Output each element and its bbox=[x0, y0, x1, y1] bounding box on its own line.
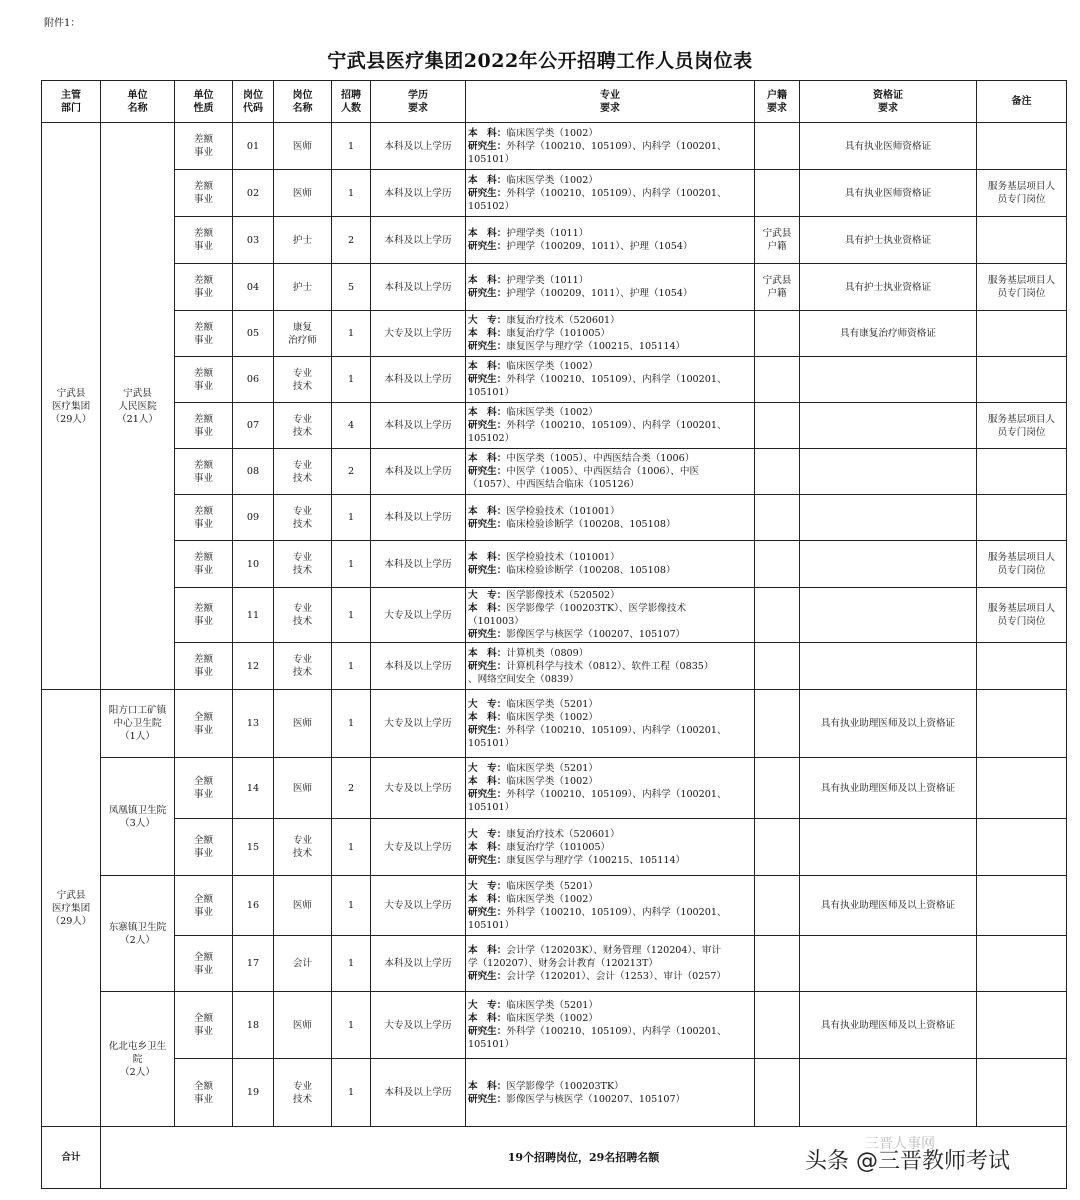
hukou-cell bbox=[755, 449, 800, 495]
major-line: 本 科：会计学（120203K）、财务管理（120204）、审计 学（120207）、财务会计教育（120213T） bbox=[468, 945, 722, 969]
table-row bbox=[42, 311, 1067, 357]
header-cell: 单位 名称 bbox=[101, 81, 175, 123]
nature-cell: 全额 事业 bbox=[175, 876, 233, 936]
table-row bbox=[42, 495, 1067, 541]
education-cell: 大专及以上学历 bbox=[371, 588, 466, 643]
hire-count-cell: 1 bbox=[332, 311, 371, 357]
table-row bbox=[42, 758, 1067, 819]
major-line: 研究生：外科学（100210、105109）、内科学（100201、 105102） bbox=[468, 187, 727, 212]
education-cell: 本科及以上学历 bbox=[371, 643, 466, 690]
note-cell bbox=[977, 819, 1067, 876]
note-cell bbox=[977, 311, 1067, 357]
dept-cell: 宁武县 医疗集团 （29人） bbox=[42, 690, 101, 1127]
major-line: 研究生：外科学（100210、105109）、内科学（100201、 105101） bbox=[468, 140, 727, 165]
post-name-cell: 专业 技术 bbox=[274, 1059, 332, 1127]
post-code-cell: 14 bbox=[233, 758, 274, 819]
dept-cell: 宁武县 医疗集团 （29人） bbox=[42, 123, 101, 690]
hire-count-cell: 1 bbox=[332, 690, 371, 758]
recruitment-table bbox=[41, 80, 1067, 1189]
post-name-cell: 康复 治疗师 bbox=[274, 311, 332, 357]
certificate-cell: 具有护士执业资格证 bbox=[800, 264, 977, 311]
hire-count-cell: 1 bbox=[332, 643, 371, 690]
post-name-cell: 护士 bbox=[274, 264, 332, 311]
education-cell: 本科及以上学历 bbox=[371, 541, 466, 588]
nature-cell: 全额 事业 bbox=[175, 936, 233, 992]
note-cell bbox=[977, 876, 1067, 936]
table-row bbox=[42, 643, 1067, 690]
certificate-cell bbox=[800, 541, 977, 588]
nature-cell: 差额 事业 bbox=[175, 357, 233, 403]
post-name-cell: 护士 bbox=[274, 217, 332, 264]
note-cell bbox=[977, 643, 1067, 690]
note-cell bbox=[977, 123, 1067, 170]
note-cell bbox=[977, 936, 1067, 992]
major-line: 研究生：会计学（120201）、会计（1253）、审计（0257） bbox=[468, 971, 727, 982]
post-name-cell: 医师 bbox=[274, 758, 332, 819]
table-row bbox=[42, 449, 1067, 495]
major-line: 本 科：计算机类（0809） bbox=[468, 647, 589, 659]
major-line: 本 科：临床医学类（1002） bbox=[468, 174, 598, 186]
hukou-cell: 宁武县 户籍 bbox=[755, 217, 800, 264]
note-cell: 服务基层项目人 员专门岗位 bbox=[977, 170, 1067, 217]
certificate-cell bbox=[800, 495, 977, 541]
education-cell: 大专及以上学历 bbox=[371, 311, 466, 357]
unit-cell: 凤凰镇卫生院 （3人） bbox=[101, 758, 175, 876]
header-cell: 学历 要求 bbox=[371, 81, 466, 123]
post-name-cell: 医师 bbox=[274, 690, 332, 758]
post-code-cell: 12 bbox=[233, 643, 274, 690]
certificate-cell: 具有护士执业资格证 bbox=[800, 217, 977, 264]
major-line: 研究生：外科学（100210、105109）、内科学（100201、 105101） bbox=[468, 1026, 727, 1050]
major-line: 研究生：外科学（100210、105109）、内科学（100201、 105101） bbox=[468, 906, 727, 931]
major-line: 本 科：临床医学类（1002） bbox=[468, 711, 598, 723]
major-line: 本 科：护理学类（1011） bbox=[468, 275, 589, 286]
major-cell bbox=[466, 992, 755, 1059]
hire-count-cell: 1 bbox=[332, 992, 371, 1059]
total-label: 合计 bbox=[42, 1127, 101, 1189]
major-line: 本 科：临床医学类（1002） bbox=[468, 407, 598, 418]
major-cell bbox=[466, 170, 755, 217]
major-line: 本 科：康复治疗学（101005） bbox=[468, 841, 611, 853]
major-line: 研究生：计算机科学与技术（0812）、软件工程（0835） 、网络空间安全（0839） bbox=[468, 660, 714, 685]
major-line: 本 科：临床医学类（1002） bbox=[468, 893, 598, 905]
hukou-cell bbox=[755, 357, 800, 403]
note-cell: 服务基层项目人 员专门岗位 bbox=[977, 403, 1067, 449]
education-cell: 大专及以上学历 bbox=[371, 690, 466, 758]
major-line: 本 科：医学检验技术（101001） bbox=[468, 552, 620, 563]
major-line: 本 科：护理学类（1011） bbox=[468, 228, 589, 239]
major-line: 研究生：外科学（100210、105109）、内科学（100201、 105101） bbox=[468, 789, 727, 813]
nature-cell: 差额 事业 bbox=[175, 449, 233, 495]
total-summary: 19个招聘岗位，29名招聘名额 bbox=[101, 1127, 1067, 1189]
major-cell bbox=[466, 541, 755, 588]
hire-count-cell: 2 bbox=[332, 449, 371, 495]
note-cell bbox=[977, 758, 1067, 819]
major-line: 研究生：临床检验诊断学（100208、105108） bbox=[468, 518, 676, 530]
major-line: 大 专：康复治疗技术（520601） bbox=[468, 828, 620, 840]
major-line: 大 专：医学影像技术（520502） bbox=[468, 590, 620, 601]
post-code-cell: 10 bbox=[233, 541, 274, 588]
major-cell bbox=[466, 217, 755, 264]
nature-cell: 差额 事业 bbox=[175, 403, 233, 449]
attachment-label: 附件1： bbox=[44, 18, 81, 29]
header-cell: 资格证 要求 bbox=[800, 81, 977, 123]
hire-count-cell: 1 bbox=[332, 1059, 371, 1127]
certificate-cell: 具有执业助理医师及以上资格证 bbox=[800, 690, 977, 758]
hukou-cell bbox=[755, 1059, 800, 1127]
table-row bbox=[42, 357, 1067, 403]
certificate-cell bbox=[800, 449, 977, 495]
nature-cell: 差额 事业 bbox=[175, 123, 233, 170]
post-code-cell: 18 bbox=[233, 992, 274, 1059]
major-line: 研究生：中医学（1005）、中西医结合（1006）、中医 （1057）、中西医结合临床（105126） bbox=[468, 466, 700, 490]
certificate-cell: 具有康复治疗师资格证 bbox=[800, 311, 977, 357]
major-line: 本 科：医学影像学（100203TK） bbox=[468, 1080, 624, 1092]
major-line: 研究生：影像医学与核医学（100207、105107） bbox=[468, 629, 686, 640]
table-row bbox=[42, 819, 1067, 876]
major-line: 研究生：护理学（100209、1011）、护理（1054） bbox=[468, 288, 693, 299]
major-line: 研究生：影像医学与核医学（100207、105107） bbox=[468, 1093, 686, 1105]
education-cell: 本科及以上学历 bbox=[371, 936, 466, 992]
post-code-cell: 05 bbox=[233, 311, 274, 357]
header-cell: 岗位 名称 bbox=[274, 81, 332, 123]
major-cell bbox=[466, 495, 755, 541]
post-code-cell: 19 bbox=[233, 1059, 274, 1127]
header-cell: 备注 bbox=[977, 81, 1067, 123]
certificate-cell: 具有执业助理医师及以上资格证 bbox=[800, 992, 977, 1059]
header-cell: 专业 要求 bbox=[466, 81, 755, 123]
education-cell: 本科及以上学历 bbox=[371, 170, 466, 217]
major-line: 大 专：临床医学类（5201） bbox=[468, 1000, 598, 1011]
major-line: 大 专：康复治疗技术（520601） bbox=[468, 315, 620, 326]
major-line: 本 科：临床医学类（1002） bbox=[468, 1013, 598, 1024]
hukou-cell bbox=[755, 819, 800, 876]
certificate-cell bbox=[800, 819, 977, 876]
major-line: 本 科：临床医学类（1002） bbox=[468, 361, 598, 372]
major-line: 大 专：临床医学类（5201） bbox=[468, 698, 598, 710]
table-row bbox=[42, 690, 1067, 758]
education-cell: 本科及以上学历 bbox=[371, 1059, 466, 1127]
certificate-cell bbox=[800, 588, 977, 643]
education-cell: 本科及以上学历 bbox=[371, 403, 466, 449]
hire-count-cell: 1 bbox=[332, 123, 371, 170]
education-cell: 本科及以上学历 bbox=[371, 357, 466, 403]
nature-cell: 差额 事业 bbox=[175, 170, 233, 217]
certificate-cell bbox=[800, 1059, 977, 1127]
post-code-cell: 03 bbox=[233, 217, 274, 264]
note-cell: 服务基层项目人 员专门岗位 bbox=[977, 541, 1067, 588]
certificate-cell bbox=[800, 403, 977, 449]
major-line: 本 科：中医学类（1005）、中西医结合类（1006） bbox=[468, 453, 695, 464]
table-row bbox=[42, 217, 1067, 264]
hukou-cell bbox=[755, 936, 800, 992]
major-cell bbox=[466, 758, 755, 819]
major-cell bbox=[466, 264, 755, 311]
hire-count-cell: 1 bbox=[332, 876, 371, 936]
hire-count-cell: 1 bbox=[332, 495, 371, 541]
major-cell bbox=[466, 1059, 755, 1127]
education-cell: 大专及以上学历 bbox=[371, 758, 466, 819]
hukou-cell bbox=[755, 588, 800, 643]
major-line: 研究生：外科学（100210、105109）、内科学（100201、 105101） bbox=[468, 374, 727, 398]
post-name-cell: 专业 技术 bbox=[274, 643, 332, 690]
major-line: 本 科：临床医学类（1002） bbox=[468, 776, 598, 787]
hukou-cell bbox=[755, 992, 800, 1059]
table-row bbox=[42, 264, 1067, 311]
education-cell: 大专及以上学历 bbox=[371, 819, 466, 876]
post-name-cell: 专业 技术 bbox=[274, 357, 332, 403]
hire-count-cell: 5 bbox=[332, 264, 371, 311]
major-cell bbox=[466, 311, 755, 357]
nature-cell: 全额 事业 bbox=[175, 819, 233, 876]
hire-count-cell: 1 bbox=[332, 936, 371, 992]
education-cell: 本科及以上学历 bbox=[371, 217, 466, 264]
nature-cell: 差额 事业 bbox=[175, 217, 233, 264]
table-row bbox=[42, 588, 1067, 643]
post-code-cell: 09 bbox=[233, 495, 274, 541]
post-name-cell: 专业 技术 bbox=[274, 588, 332, 643]
major-line: 研究生：外科学（100210、105109）、内科学（100201、 105102） bbox=[468, 420, 727, 444]
hire-count-cell: 1 bbox=[332, 541, 371, 588]
major-line: 大 专：临床医学类（5201） bbox=[468, 880, 598, 892]
header-cell: 岗位 代码 bbox=[233, 81, 274, 123]
education-cell: 本科及以上学历 bbox=[371, 264, 466, 311]
major-line: 研究生：外科学（100210、105109）、内科学（100201、 105101） bbox=[468, 724, 727, 749]
table-row bbox=[42, 936, 1067, 992]
major-cell bbox=[466, 690, 755, 758]
major-cell bbox=[466, 819, 755, 876]
unit-cell: 宁武县 人民医院 （21人） bbox=[101, 123, 175, 690]
nature-cell: 差额 事业 bbox=[175, 495, 233, 541]
post-name-cell: 专业 技术 bbox=[274, 541, 332, 588]
watermark-faint: 三晋人事网 bbox=[865, 1136, 935, 1152]
post-name-cell: 专业 技术 bbox=[274, 449, 332, 495]
major-cell bbox=[466, 876, 755, 936]
hire-count-cell: 2 bbox=[332, 217, 371, 264]
hire-count-cell: 1 bbox=[332, 170, 371, 217]
major-cell bbox=[466, 449, 755, 495]
hire-count-cell: 1 bbox=[332, 357, 371, 403]
post-code-cell: 06 bbox=[233, 357, 274, 403]
hukou-cell bbox=[755, 758, 800, 819]
certificate-cell bbox=[800, 936, 977, 992]
nature-cell: 全额 事业 bbox=[175, 1059, 233, 1127]
note-cell bbox=[977, 690, 1067, 758]
nature-cell: 差额 事业 bbox=[175, 264, 233, 311]
post-name-cell: 医师 bbox=[274, 992, 332, 1059]
hukou-cell bbox=[755, 876, 800, 936]
table-row bbox=[42, 123, 1067, 170]
certificate-cell bbox=[800, 357, 977, 403]
note-cell: 服务基层项目人 员专门岗位 bbox=[977, 264, 1067, 311]
hire-count-cell: 2 bbox=[332, 758, 371, 819]
certificate-cell: 具有执业医师资格证 bbox=[800, 123, 977, 170]
hukou-cell bbox=[755, 170, 800, 217]
post-code-cell: 02 bbox=[233, 170, 274, 217]
post-code-cell: 13 bbox=[233, 690, 274, 758]
major-line: 本 科：临床医学类（1002） bbox=[468, 127, 598, 139]
nature-cell: 全额 事业 bbox=[175, 690, 233, 758]
table-row bbox=[42, 541, 1067, 588]
major-line: 本 科：康复治疗学（101005） bbox=[468, 328, 611, 339]
page-title: 宁武县医疗集团2022年公开招聘工作人员岗位表 bbox=[327, 50, 753, 72]
nature-cell: 全额 事业 bbox=[175, 758, 233, 819]
post-name-cell: 专业 技术 bbox=[274, 403, 332, 449]
hukou-cell: 宁武县 户籍 bbox=[755, 264, 800, 311]
note-cell bbox=[977, 1059, 1067, 1127]
hukou-cell bbox=[755, 643, 800, 690]
unit-cell: 东寨镇卫生院 （2人） bbox=[101, 876, 175, 992]
certificate-cell: 具有执业助理医师及以上资格证 bbox=[800, 758, 977, 819]
major-line: 研究生：康复医学与理疗学（100215、105114） bbox=[468, 341, 686, 352]
table-row bbox=[42, 170, 1067, 217]
hukou-cell bbox=[755, 495, 800, 541]
major-cell bbox=[466, 936, 755, 992]
note-cell bbox=[977, 992, 1067, 1059]
education-cell: 本科及以上学历 bbox=[371, 495, 466, 541]
post-code-cell: 16 bbox=[233, 876, 274, 936]
hire-count-cell: 1 bbox=[332, 819, 371, 876]
note-cell: 服务基层项目人 员专门岗位 bbox=[977, 588, 1067, 643]
education-cell: 大专及以上学历 bbox=[371, 992, 466, 1059]
table-row bbox=[42, 1059, 1067, 1127]
unit-cell: 化北屯乡卫生 院 （2人） bbox=[101, 992, 175, 1127]
major-cell bbox=[466, 123, 755, 170]
major-cell bbox=[466, 357, 755, 403]
education-cell: 本科及以上学历 bbox=[371, 123, 466, 170]
hire-count-cell: 4 bbox=[332, 403, 371, 449]
major-line: 本 科：医学检验技术（101001） bbox=[468, 505, 620, 517]
hukou-cell bbox=[755, 403, 800, 449]
table-row bbox=[42, 992, 1067, 1059]
hire-count-cell: 1 bbox=[332, 588, 371, 643]
note-cell bbox=[977, 495, 1067, 541]
hukou-cell bbox=[755, 541, 800, 588]
major-line: 研究生：临床检验诊断学（100208、105108） bbox=[468, 565, 676, 576]
post-code-cell: 11 bbox=[233, 588, 274, 643]
hukou-cell bbox=[755, 311, 800, 357]
nature-cell: 差额 事业 bbox=[175, 643, 233, 690]
major-line: 研究生：康复医学与理疗学（100215、105114） bbox=[468, 854, 686, 866]
post-name-cell: 会计 bbox=[274, 936, 332, 992]
note-cell bbox=[977, 217, 1067, 264]
table-row bbox=[42, 876, 1067, 936]
nature-cell: 全额 事业 bbox=[175, 992, 233, 1059]
post-name-cell: 医师 bbox=[274, 123, 332, 170]
post-name-cell: 专业 技术 bbox=[274, 495, 332, 541]
unit-cell: 阳方口工矿镇 中心卫生院 （1人） bbox=[101, 690, 175, 758]
certificate-cell: 具有执业医师资格证 bbox=[800, 170, 977, 217]
major-cell bbox=[466, 588, 755, 643]
post-code-cell: 17 bbox=[233, 936, 274, 992]
nature-cell: 差额 事业 bbox=[175, 541, 233, 588]
post-name-cell: 专业 技术 bbox=[274, 819, 332, 876]
education-cell: 本科及以上学历 bbox=[371, 449, 466, 495]
header-cell: 单位 性质 bbox=[175, 81, 233, 123]
post-name-cell: 医师 bbox=[274, 876, 332, 936]
hukou-cell bbox=[755, 123, 800, 170]
table-row bbox=[42, 403, 1067, 449]
post-name-cell: 医师 bbox=[274, 170, 332, 217]
nature-cell: 差额 事业 bbox=[175, 588, 233, 643]
major-cell bbox=[466, 643, 755, 690]
major-line: 本 科：医学影像学（100203TK）、医学影像技术 （101003） bbox=[468, 603, 687, 627]
nature-cell: 差额 事业 bbox=[175, 311, 233, 357]
header-cell: 主管 部门 bbox=[42, 81, 101, 123]
watermark: 头条 @三晋教师考试 bbox=[805, 1149, 1010, 1174]
certificate-cell bbox=[800, 643, 977, 690]
major-line: 研究生：护理学（100209、1011）、护理（1054） bbox=[468, 241, 693, 252]
post-code-cell: 04 bbox=[233, 264, 274, 311]
note-cell bbox=[977, 357, 1067, 403]
post-code-cell: 01 bbox=[233, 123, 274, 170]
post-code-cell: 07 bbox=[233, 403, 274, 449]
header-row bbox=[42, 81, 1067, 123]
post-code-cell: 08 bbox=[233, 449, 274, 495]
note-cell bbox=[977, 449, 1067, 495]
certificate-cell: 具有执业助理医师及以上资格证 bbox=[800, 876, 977, 936]
header-cell: 招聘 人数 bbox=[332, 81, 371, 123]
hukou-cell bbox=[755, 690, 800, 758]
header-cell: 户籍 要求 bbox=[755, 81, 800, 123]
major-cell bbox=[466, 403, 755, 449]
post-code-cell: 15 bbox=[233, 819, 274, 876]
education-cell: 大专及以上学历 bbox=[371, 876, 466, 936]
major-line: 大 专：临床医学类（5201） bbox=[468, 763, 598, 774]
